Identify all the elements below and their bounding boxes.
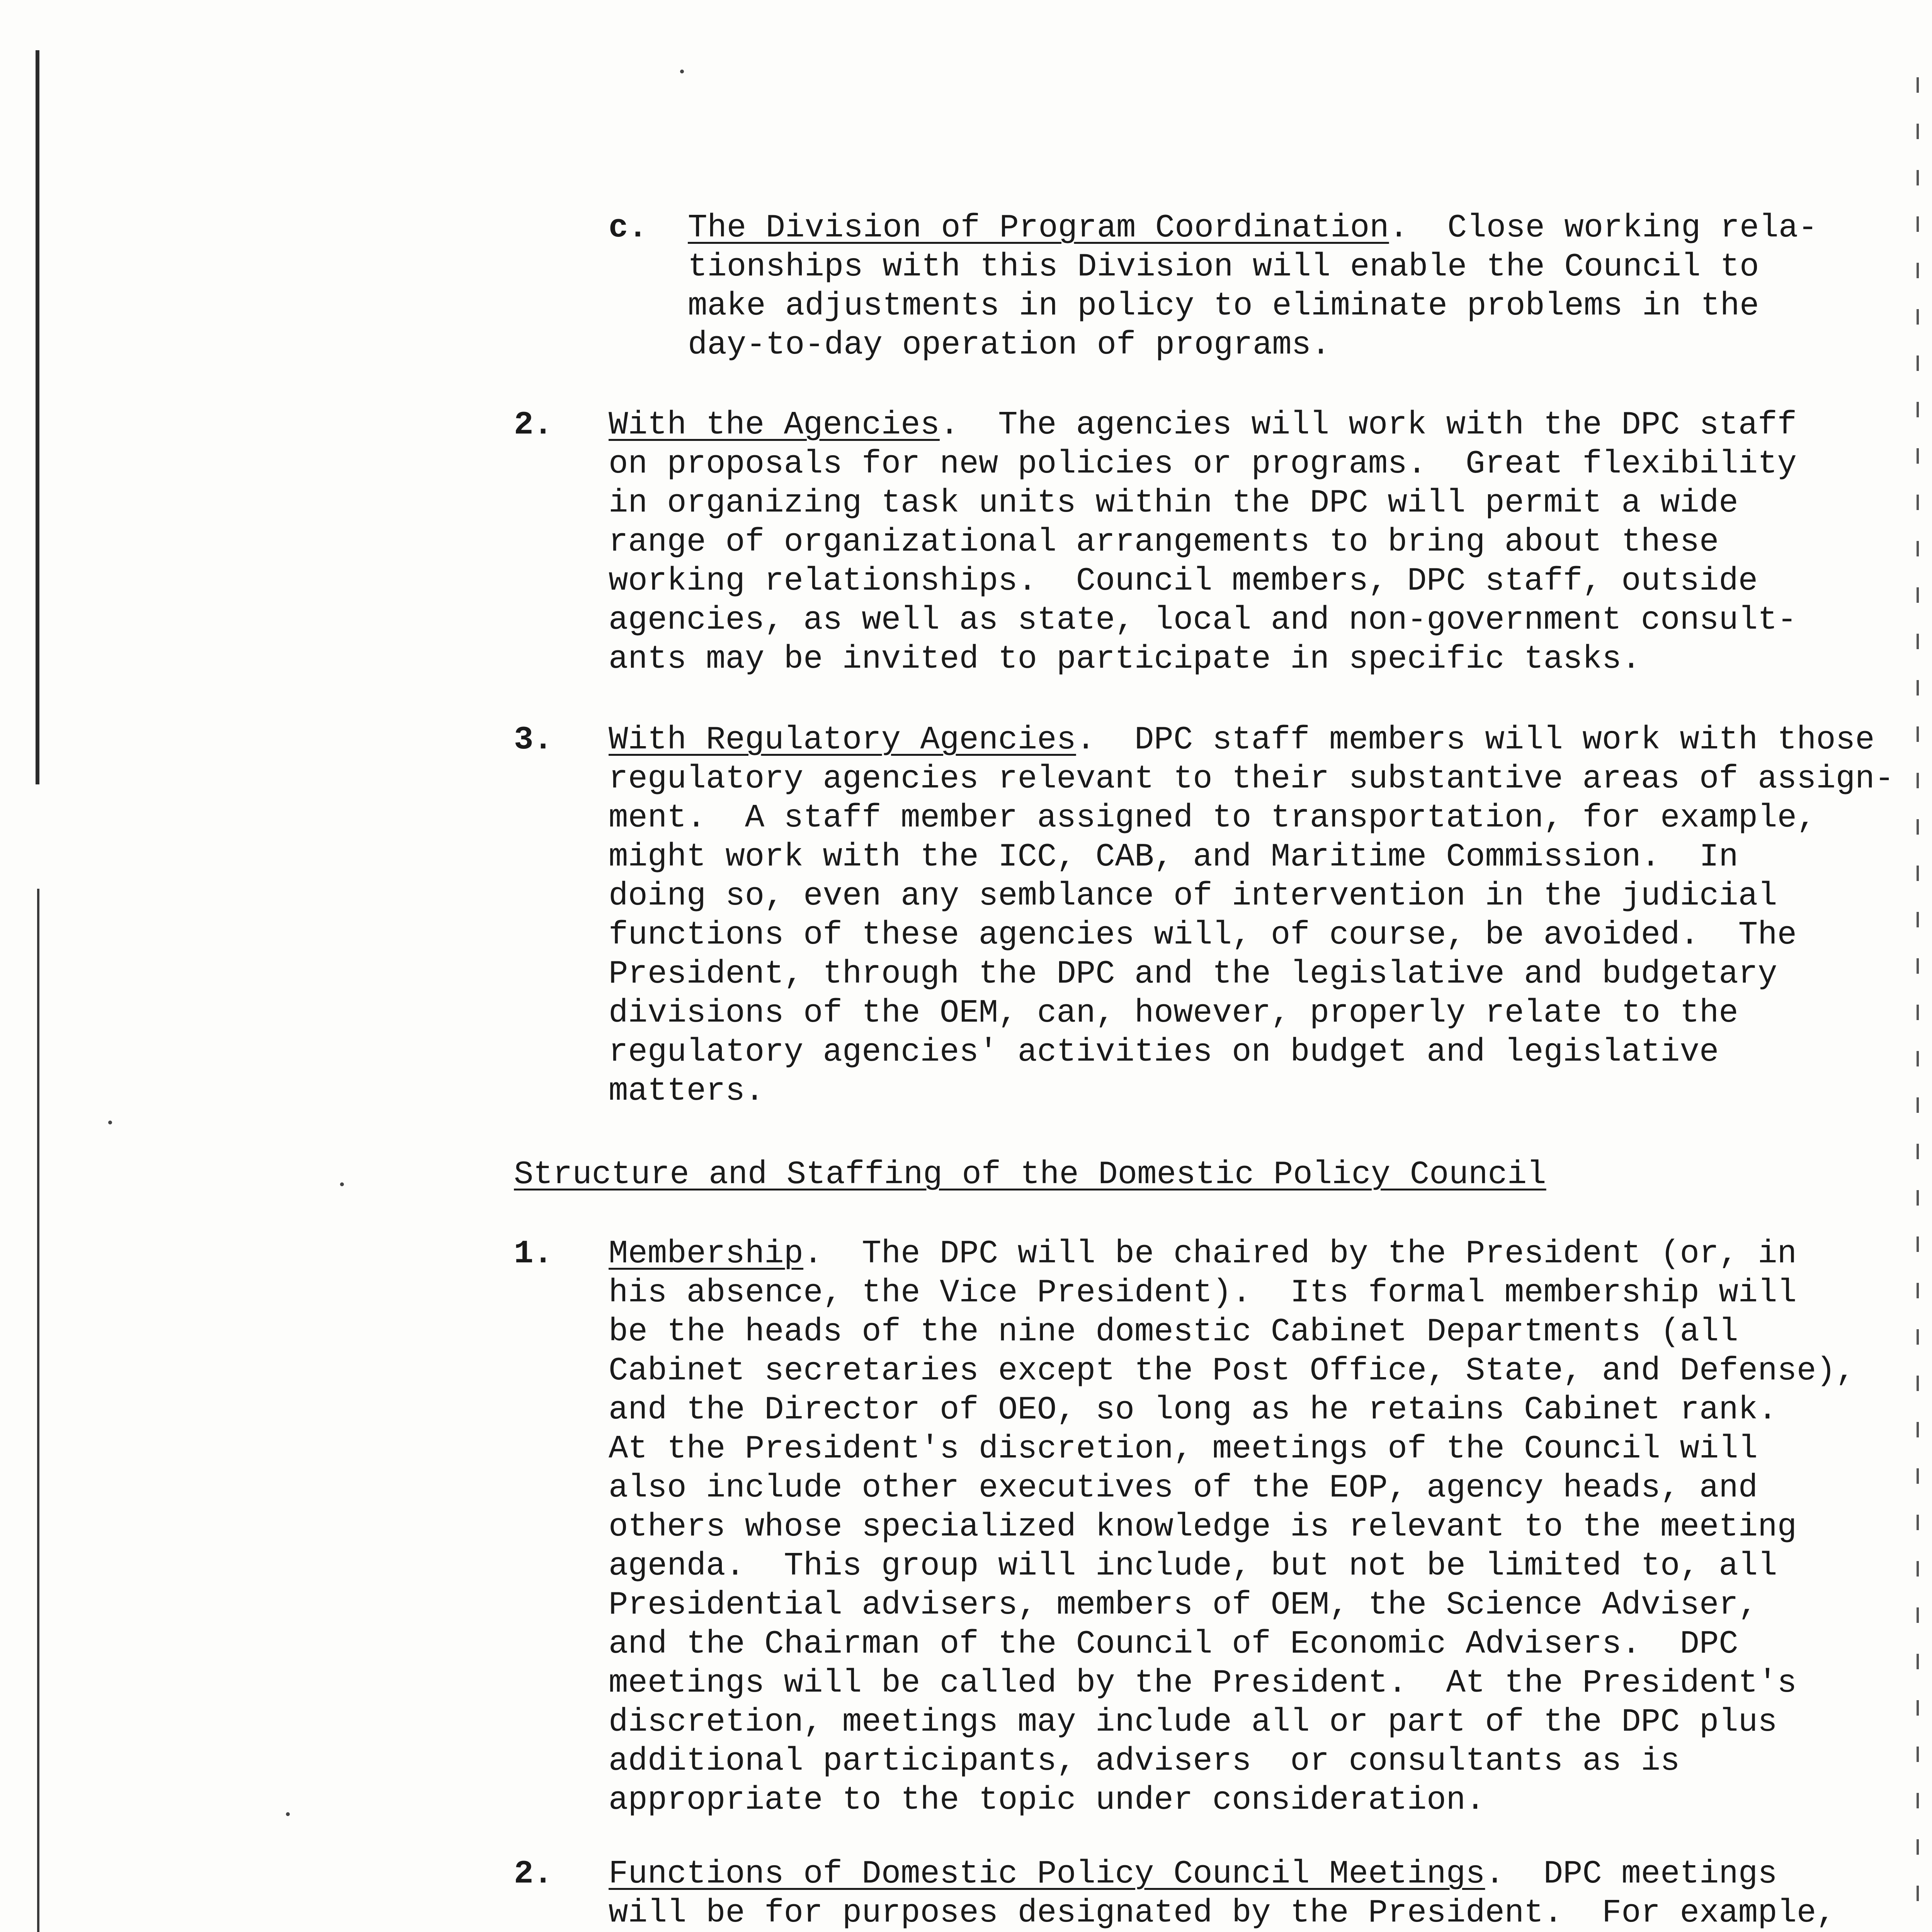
regulatory-line: President, through the DPC and the legislative and budgetary <box>609 956 1777 993</box>
agencies-title: With the Agencies <box>609 407 940 444</box>
regulatory-line: ment. A staff member assigned to transportation, for example, <box>609 800 1816 837</box>
regulatory-paragraph <box>609 721 1894 1111</box>
regulatory-line: doing so, even any semblance of intervention in the judicial <box>609 878 1777 915</box>
agencies-first-line: . The agencies will work with the DPC staff <box>939 407 1797 444</box>
membership-line: be the heads of the nine domestic Cabinet Departments (all <box>609 1314 1738 1350</box>
regulatory-line: divisions of the OEM, can, however, properly relate to the <box>609 995 1738 1032</box>
item-number-membership: 1. <box>514 1236 553 1272</box>
agencies-line: working relationships. Council members, DPC staff, outside <box>609 563 1758 600</box>
regulatory-first-line: . DPC staff members will work with those <box>1076 722 1875 759</box>
functions-line: will be for purposes designated by the President. For example, <box>609 1895 1836 1932</box>
membership-line: Cabinet secretaries except the Post Office, State, and Defense), <box>609 1353 1855 1389</box>
membership-line: and the Director of OEO, so long as he retains Cabinet rank. <box>609 1392 1777 1429</box>
section-c-paragraph <box>688 209 1818 365</box>
regulatory-line: regulatory agencies relevant to their substantive areas of assign- <box>609 761 1894 798</box>
membership-paragraph <box>609 1235 1855 1820</box>
section-c-line: tionships with this Division will enable the Council to <box>688 249 1759 286</box>
membership-line: At the President's discretion, meetings of the Council will <box>609 1431 1758 1468</box>
regulatory-line: matters. <box>609 1073 765 1110</box>
section-c-line: day-to-day operation of programs. <box>688 327 1331 364</box>
scan-right-edge <box>1917 77 1919 1932</box>
membership-line: agenda. This group will include, but not be limited to, all <box>609 1548 1777 1585</box>
section-c-first-line: . Close working rela- <box>1389 210 1818 247</box>
agencies-paragraph <box>609 406 1797 679</box>
item-label-c: c. <box>609 210 648 247</box>
agencies-line: agencies, as well as state, local and non-government consult- <box>609 602 1797 639</box>
functions-title: Functions of Domestic Policy Council Meetings <box>609 1856 1485 1893</box>
membership-title: Membership <box>609 1236 804 1272</box>
membership-first-line: . The DPC will be chaired by the President (or, in <box>803 1236 1797 1272</box>
membership-line: appropriate to the topic under consideration. <box>609 1782 1485 1819</box>
membership-line: meetings will be called by the President. At the President's <box>609 1665 1797 1702</box>
membership-line: others whose specialized knowledge is relevant to the meeting <box>609 1509 1797 1546</box>
item-number-regulatory: 3. <box>514 722 553 759</box>
membership-line: his absence, the Vice President). Its formal membership will <box>609 1275 1797 1311</box>
agencies-line: range of organizational arrangements to bring about these <box>609 524 1719 561</box>
membership-line: discretion, meetings may include all or part of the DPC plus <box>609 1704 1777 1741</box>
scan-speck <box>340 1182 344 1186</box>
regulatory-line: might work with the ICC, CAB, and Maritime Commission. In <box>609 839 1738 876</box>
regulatory-line: functions of these agencies will, of course, be avoided. The <box>609 917 1797 954</box>
functions-paragraph <box>609 1855 1836 1932</box>
membership-line: Presidential advisers, members of OEM, the Science Adviser, <box>609 1587 1758 1624</box>
scan-left-edge-lower <box>37 889 39 1932</box>
scan-speck <box>108 1121 112 1124</box>
section-c-title: The Division of Program Coordination <box>688 210 1389 247</box>
scan-speck <box>680 70 684 73</box>
agencies-line: ants may be invited to participate in specific tasks. <box>609 641 1641 678</box>
functions-first-line: . DPC meetings <box>1485 1856 1777 1893</box>
scan-left-edge <box>36 50 39 784</box>
regulatory-line: regulatory agencies' activities on budget and legislative <box>609 1034 1719 1071</box>
membership-line: also include other executives of the EOP, agency heads, and <box>609 1470 1758 1507</box>
regulatory-title: With Regulatory Agencies <box>609 722 1076 759</box>
membership-line: additional participants, advisers or consultants as is <box>609 1743 1680 1780</box>
section-c-line: make adjustments in policy to eliminate problems in the <box>688 288 1759 325</box>
item-number-functions: 2. <box>514 1856 553 1893</box>
structure-heading: Structure and Staffing of the Domestic Policy Council <box>514 1156 1546 1193</box>
membership-line: and the Chairman of the Council of Economic Advisers. DPC <box>609 1626 1738 1663</box>
item-number-agencies: 2. <box>514 407 553 444</box>
agencies-line: on proposals for new policies or programs. Great flexibility <box>609 446 1797 483</box>
scan-speck <box>286 1812 290 1816</box>
agencies-line: in organizing task units within the DPC will permit a wide <box>609 485 1738 522</box>
